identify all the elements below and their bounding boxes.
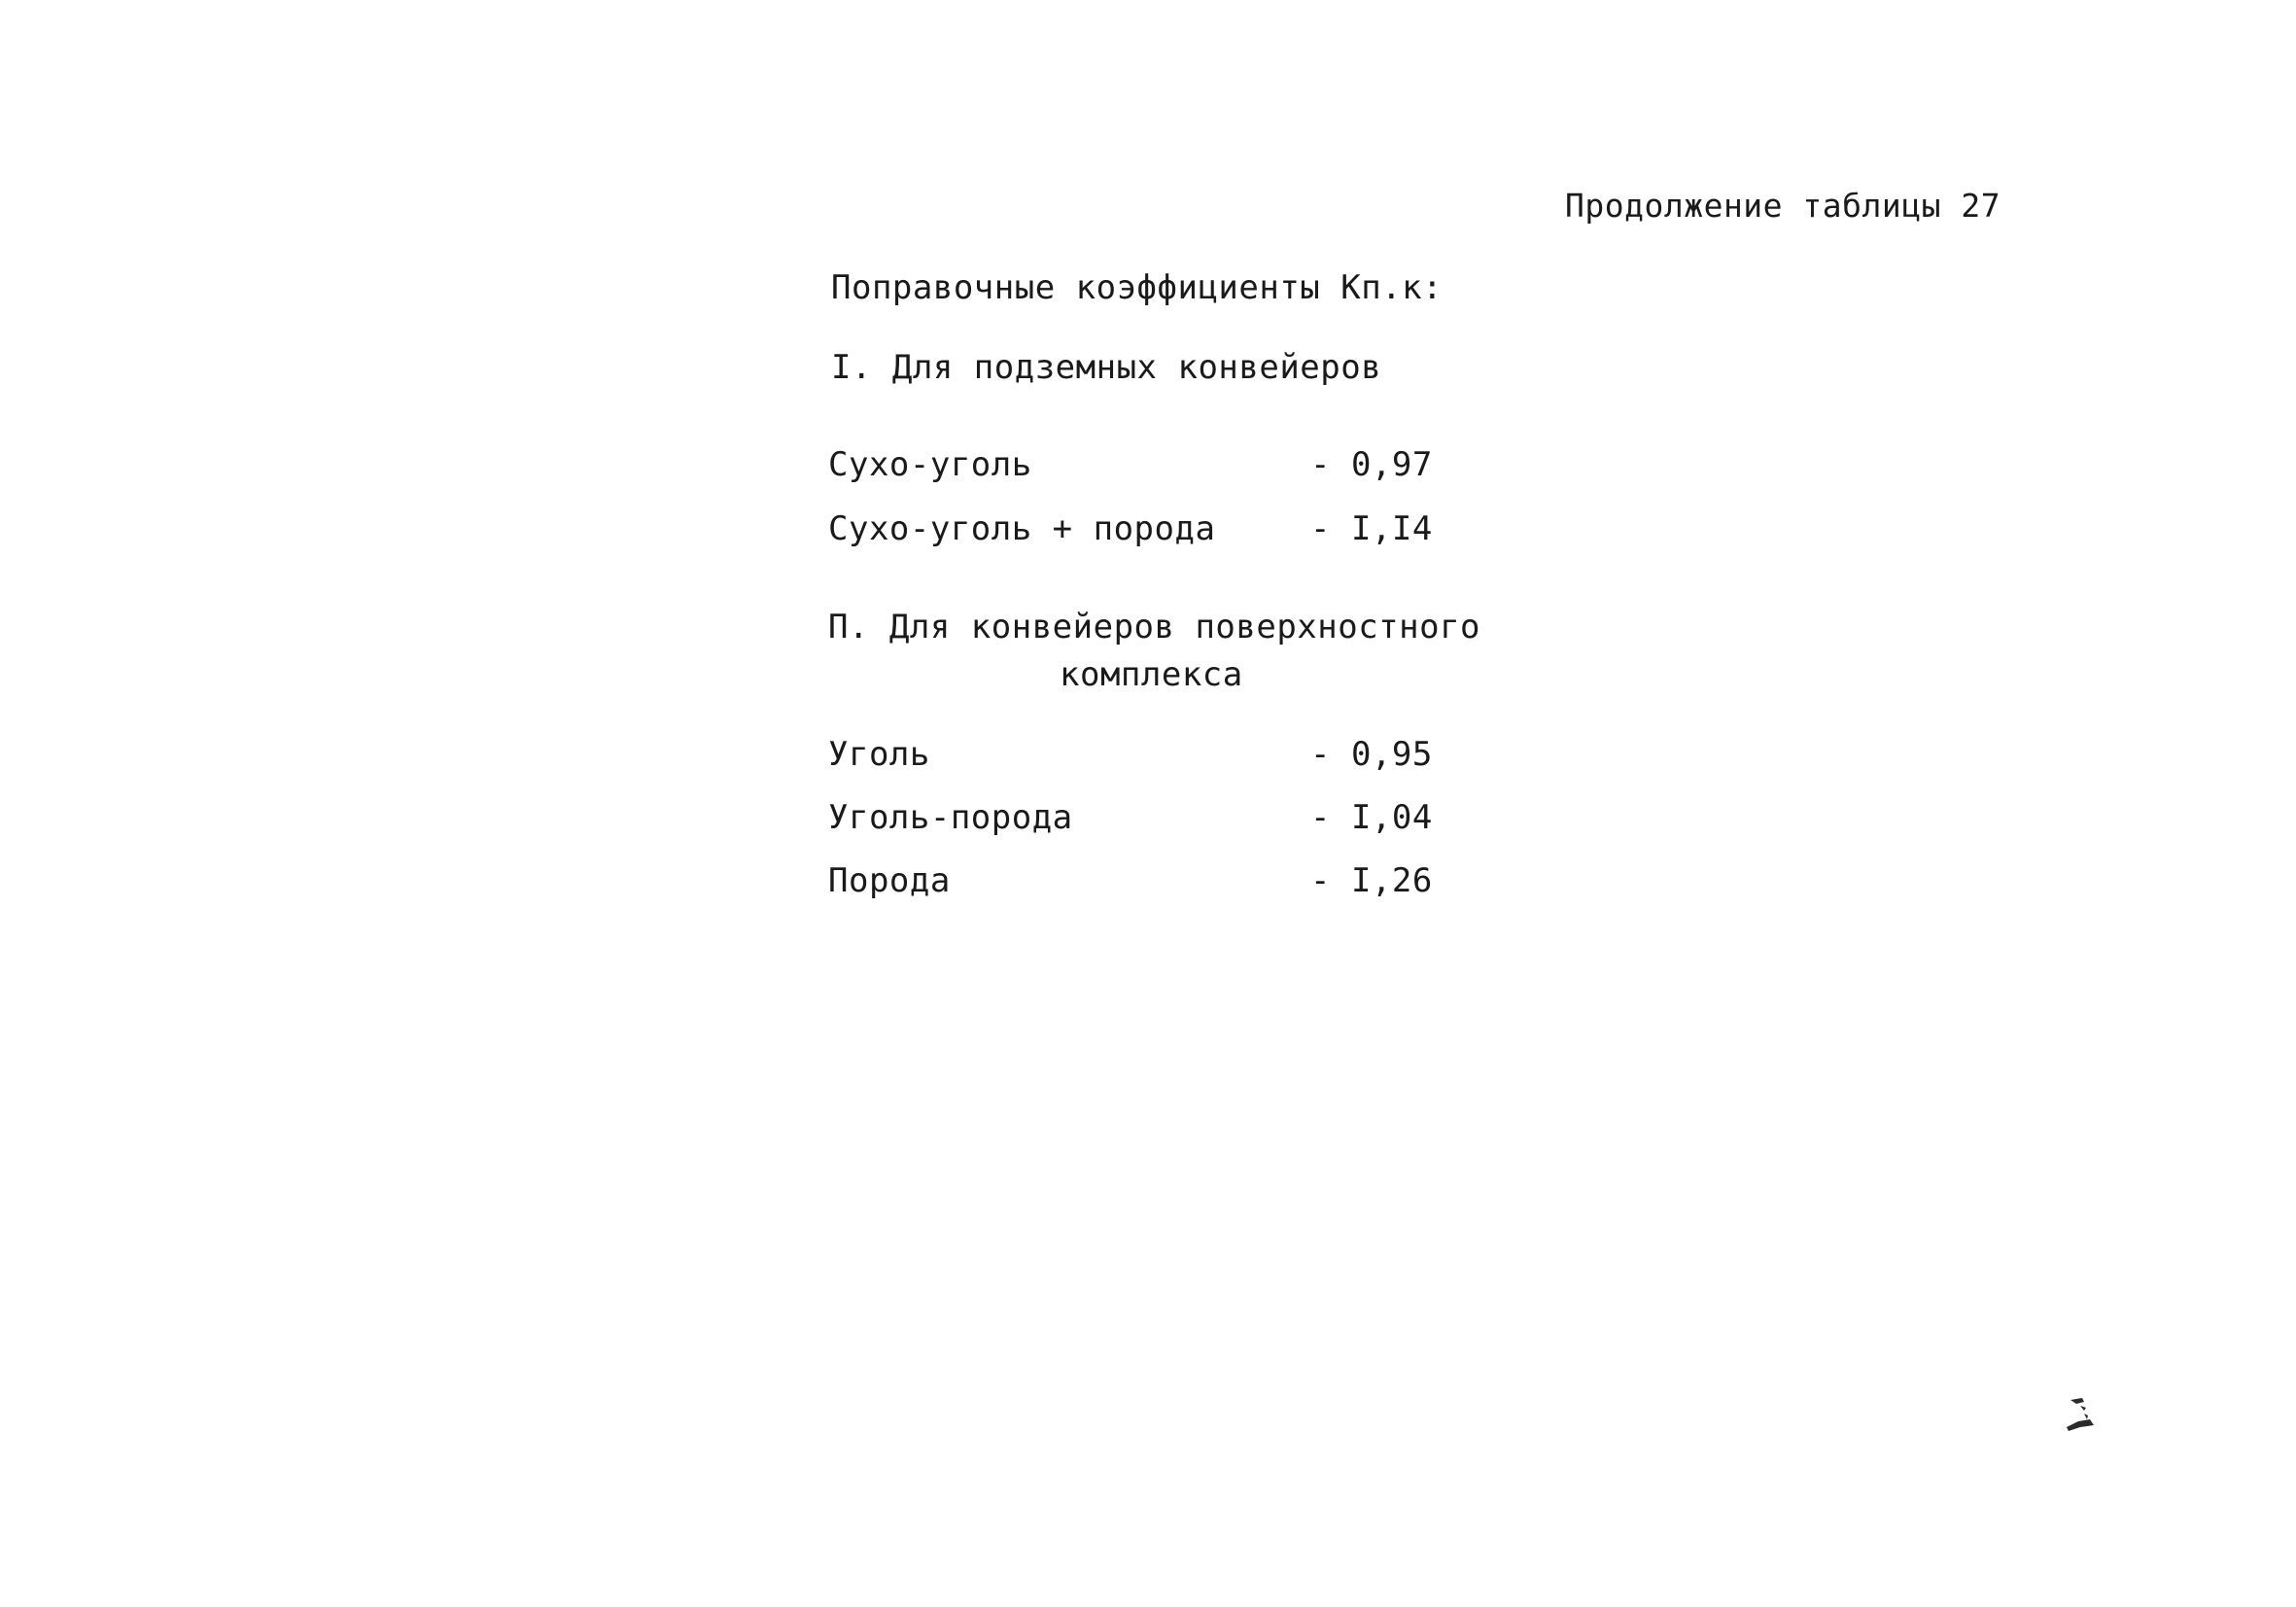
- section-2-title-continuation: комплекса: [1060, 655, 1243, 694]
- scan-artifact-mark: [2061, 1392, 2100, 1441]
- section-2-title: П. Для конвейеров поверхностного: [828, 608, 1481, 646]
- coefficient-label: Уголь: [828, 735, 930, 774]
- coefficient-value: - I,26: [1310, 861, 1433, 900]
- coefficient-label: Сухо-уголь: [828, 445, 1032, 484]
- coefficient-label: Сухо-уголь + порода: [828, 509, 1216, 548]
- coefficient-value: - 0,97: [1310, 445, 1433, 484]
- coefficient-value: - 0,95: [1310, 735, 1433, 774]
- table-continuation-label: Продолжение таблицы 27: [1565, 187, 2001, 225]
- section-1-title: I. Для подземных конвейеров: [831, 348, 1382, 387]
- coefficient-value: - I,04: [1310, 798, 1433, 837]
- coefficient-label: Уголь-порода: [828, 798, 1073, 837]
- coefficient-label: Порода: [828, 861, 951, 900]
- coefficient-value: - I,I4: [1310, 509, 1433, 548]
- correction-coefficients-heading: Поправочные коэффициенты Кп.к:: [831, 268, 1444, 307]
